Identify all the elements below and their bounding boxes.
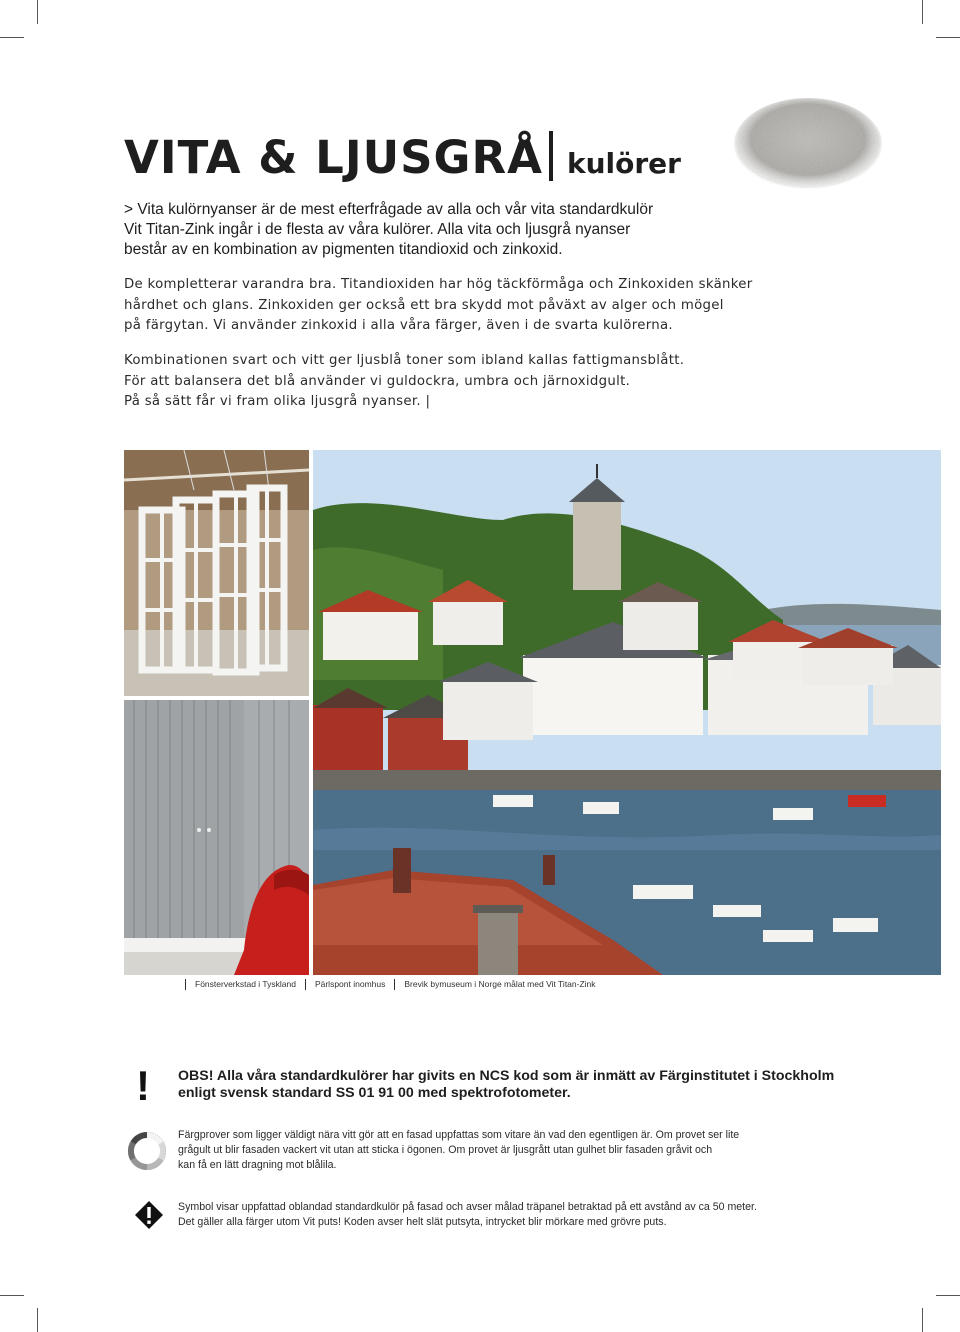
intro-line: består av en kombination av pigmenten titandioxid och zinkoxid.	[124, 241, 563, 258]
caption-divider	[394, 979, 395, 990]
body-paragraph-1	[124, 275, 824, 337]
crop-mark	[922, 1308, 923, 1332]
title-main: VITA & LJUSGRÅ	[124, 131, 543, 184]
exclamation-icon: !	[136, 1062, 150, 1109]
paragraph-line: För att balansera det blå använder vi guldockra, umbra och järnoxidgult.	[124, 373, 631, 389]
grayscale-circle-icon	[128, 1132, 166, 1170]
paragraph-line: hårdhet och glans. Zinkoxiden ger också ett bra skydd mot påväxt av alger och mögel	[124, 297, 724, 313]
caption-workshop: Fönsterverkstad i Tyskland	[195, 979, 296, 989]
photo-captions	[185, 977, 596, 991]
title-subtitle: kulörer	[566, 147, 681, 180]
crop-mark	[37, 0, 38, 24]
caption-divider	[185, 979, 186, 990]
paragraph-line: På så sätt får vi fram olika ljusgrå nyanser. |	[124, 394, 431, 409]
body-paragraph-2	[124, 351, 824, 413]
caption-panel: Pärlspont inomhus	[314, 979, 386, 989]
intro-line: > Vita kulörnyanser är de mest efterfrågade av alla och vår vita standardkulör	[124, 201, 654, 218]
crop-mark	[0, 1295, 24, 1296]
warning-icon	[134, 1200, 164, 1230]
paragraph-line: Kombinationen svart och vitt ger ljusblå toner som ibland kallas fattigmansblått.	[124, 353, 685, 368]
photo-brevik-harbour	[313, 450, 941, 975]
note-line: Färgprover som ligger väldigt nära vitt gör att en fasad uppfattas som vitare än vad den egentligen är. Om provet ser lite	[178, 1129, 740, 1141]
symbol-note	[178, 1200, 838, 1230]
crop-mark	[0, 37, 24, 38]
page-title	[124, 130, 681, 192]
crop-mark	[37, 1308, 38, 1332]
intro-line: Vit Titan-Zink ingår i de flesta av våra kulörer. Alla vita och ljusgrå nyanser	[124, 221, 631, 238]
note-line: Det gäller alla färger utom Vit puts! Koden avser helt slät putsyta, intrycket blir mörkare med grövre puts.	[178, 1216, 667, 1228]
sample-note	[178, 1128, 838, 1173]
obs-line: OBS! Alla våra standardkulörer har givits en NCS kod som är inmätt av Färginstitutet i Stockholm	[178, 1068, 835, 1084]
caption-divider	[305, 979, 306, 990]
title-divider	[549, 131, 553, 181]
crop-mark	[922, 0, 923, 24]
crop-mark	[936, 37, 960, 38]
photo-window-workshop	[124, 450, 309, 696]
obs-note	[178, 1068, 858, 1102]
obs-line: enligt svensk standard SS 01 91 00 med spektrofotometer.	[178, 1085, 571, 1101]
note-line: kan få en lätt dragning mot blålila.	[178, 1159, 337, 1171]
intro-text	[124, 200, 764, 260]
note-line: Symbol visar uppfattad oblandad standardkulör på fasad och avser målad träpanel betraktad på ett avstånd av ca 50 meter.	[178, 1201, 757, 1213]
caption-brevik: Brevik bymuseum i Norge målat med Vit Titan-Zink	[404, 979, 596, 989]
crop-mark	[936, 1295, 960, 1296]
pigment-powder-image	[730, 92, 890, 202]
note-line: grågult ut blir fasaden vackert vit utan att sticka i ögonen. Om provet är ljusgrått utan gulhet blir fasaden gråvit och	[178, 1144, 713, 1156]
photo-panel-interior	[124, 700, 309, 975]
paragraph-line: på färgytan. Vi använder zinkoxid i alla våra färger, även i de svarta kulörerna.	[124, 318, 673, 333]
paragraph-line: De kompletterar varandra bra. Titandioxiden har hög täckförmåga och Zinkoxiden skänker	[124, 277, 753, 292]
